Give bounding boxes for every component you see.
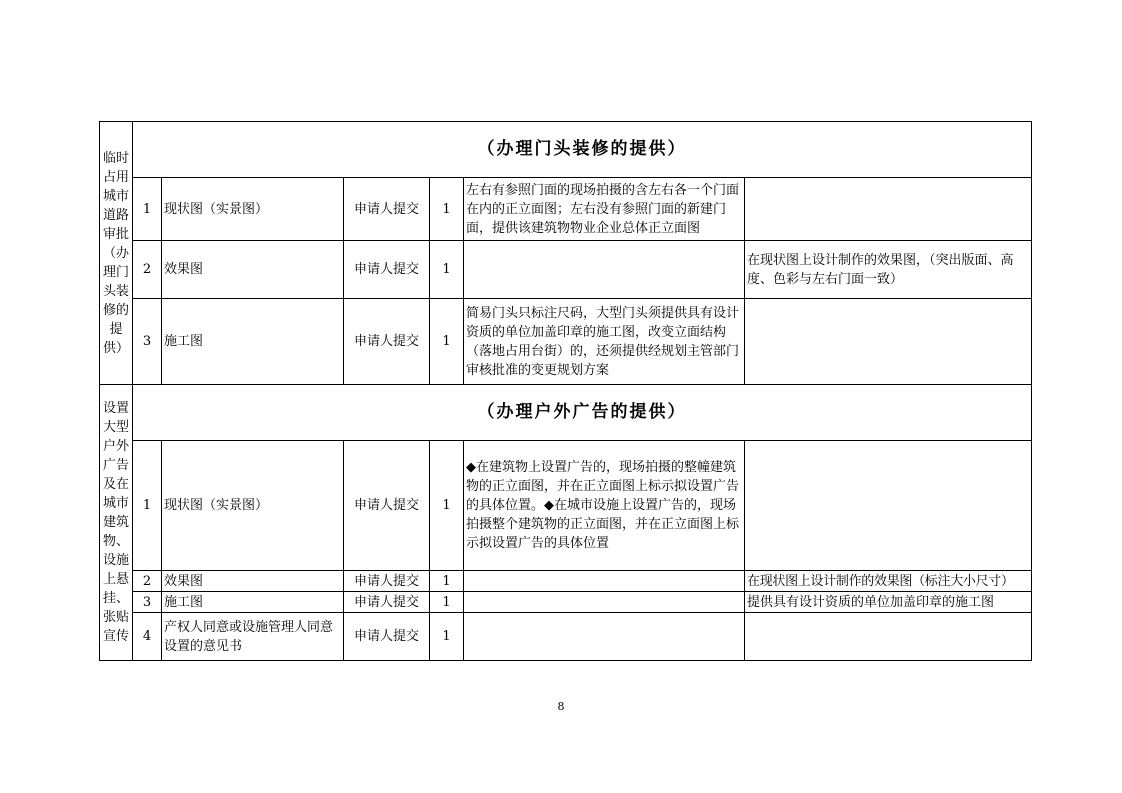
copy-count: 1: [430, 613, 464, 661]
section-header-row: [100, 122, 1032, 178]
section-subtitle: （办理门头装修的提供）: [133, 122, 1032, 178]
section-header-row: [100, 385, 1032, 441]
material-requirement: ◆在建筑物上设置广告的，现场拍摄的整幢建筑物的正立面图，并在正立面图上标示拟设置广告的具体位置。◆在城市设施上设置广告的，现场拍摄整个建筑物的正立面图，并在正立面图上标示拟设置广告的具体位置: [464, 441, 745, 571]
category-cell: 临时占用城市道路审批（办理门头装修的提供）: [100, 122, 133, 385]
material-source: 申请人提交: [344, 592, 430, 613]
copy-count: 1: [430, 178, 464, 241]
material-source: 申请人提交: [344, 241, 430, 299]
table-row: [100, 299, 1032, 385]
table-row: [100, 571, 1032, 592]
material-source: 申请人提交: [344, 571, 430, 592]
material-name: 产权人同意或设施管理人同意设置的意见书: [162, 613, 344, 661]
material-requirement: [464, 613, 745, 661]
material-note: 在现状图上设计制作的效果图，（突出版面、高度、色彩与左右门面一致）: [745, 241, 1032, 299]
page-number: 8: [557, 700, 565, 713]
material-name: 现状图（实景图）: [162, 178, 344, 241]
material-requirement: 左右有参照门面的现场拍摄的含左右各一个门面在内的正立面图；左右没有参照门面的新建门面，提供该建筑物物业企业总体正立面图: [464, 178, 745, 241]
row-number: 2: [133, 571, 162, 592]
row-number: 3: [133, 299, 162, 385]
category-cell: 设置大型户外广告及在城市建筑物、设施上悬挂、张贴宣传: [100, 385, 133, 661]
table-row: [100, 178, 1032, 241]
material-name: 效果图: [162, 571, 344, 592]
material-note: [745, 299, 1032, 385]
copy-count: 1: [430, 441, 464, 571]
material-note: [745, 613, 1032, 661]
row-number: 3: [133, 592, 162, 613]
section-subtitle: （办理户外广告的提供）: [133, 385, 1032, 441]
material-note: 提供具有设计资质的单位加盖印章的施工图: [745, 592, 1032, 613]
material-name: 施工图: [162, 299, 344, 385]
material-source: 申请人提交: [344, 178, 430, 241]
material-note: 在现状图上设计制作的效果图（标注大小尺寸）: [745, 571, 1032, 592]
material-requirement: 简易门头只标注尺码，大型门头须提供具有设计资质的单位加盖印章的施工图，改变立面结构（落地占用台街）的，还须提供经规划主管部门审核批准的变更规划方案: [464, 299, 745, 385]
row-number: 4: [133, 613, 162, 661]
material-note: [745, 178, 1032, 241]
table-row: [100, 241, 1032, 299]
copy-count: 1: [430, 241, 464, 299]
row-number: 1: [133, 178, 162, 241]
materials-table: [99, 121, 1032, 661]
material-name: 效果图: [162, 241, 344, 299]
material-source: 申请人提交: [344, 299, 430, 385]
material-note: [745, 441, 1032, 571]
material-source: 申请人提交: [344, 441, 430, 571]
copy-count: 1: [430, 592, 464, 613]
copy-count: 1: [430, 571, 464, 592]
table-row: [100, 613, 1032, 661]
row-number: 1: [133, 441, 162, 571]
table-row: [100, 441, 1032, 571]
material-requirement: [464, 241, 745, 299]
material-requirement: [464, 592, 745, 613]
copy-count: 1: [430, 299, 464, 385]
material-requirement: [464, 571, 745, 592]
material-source: 申请人提交: [344, 613, 430, 661]
material-name: 施工图: [162, 592, 344, 613]
material-name: 现状图（实景图）: [162, 441, 344, 571]
row-number: 2: [133, 241, 162, 299]
table-row: [100, 592, 1032, 613]
